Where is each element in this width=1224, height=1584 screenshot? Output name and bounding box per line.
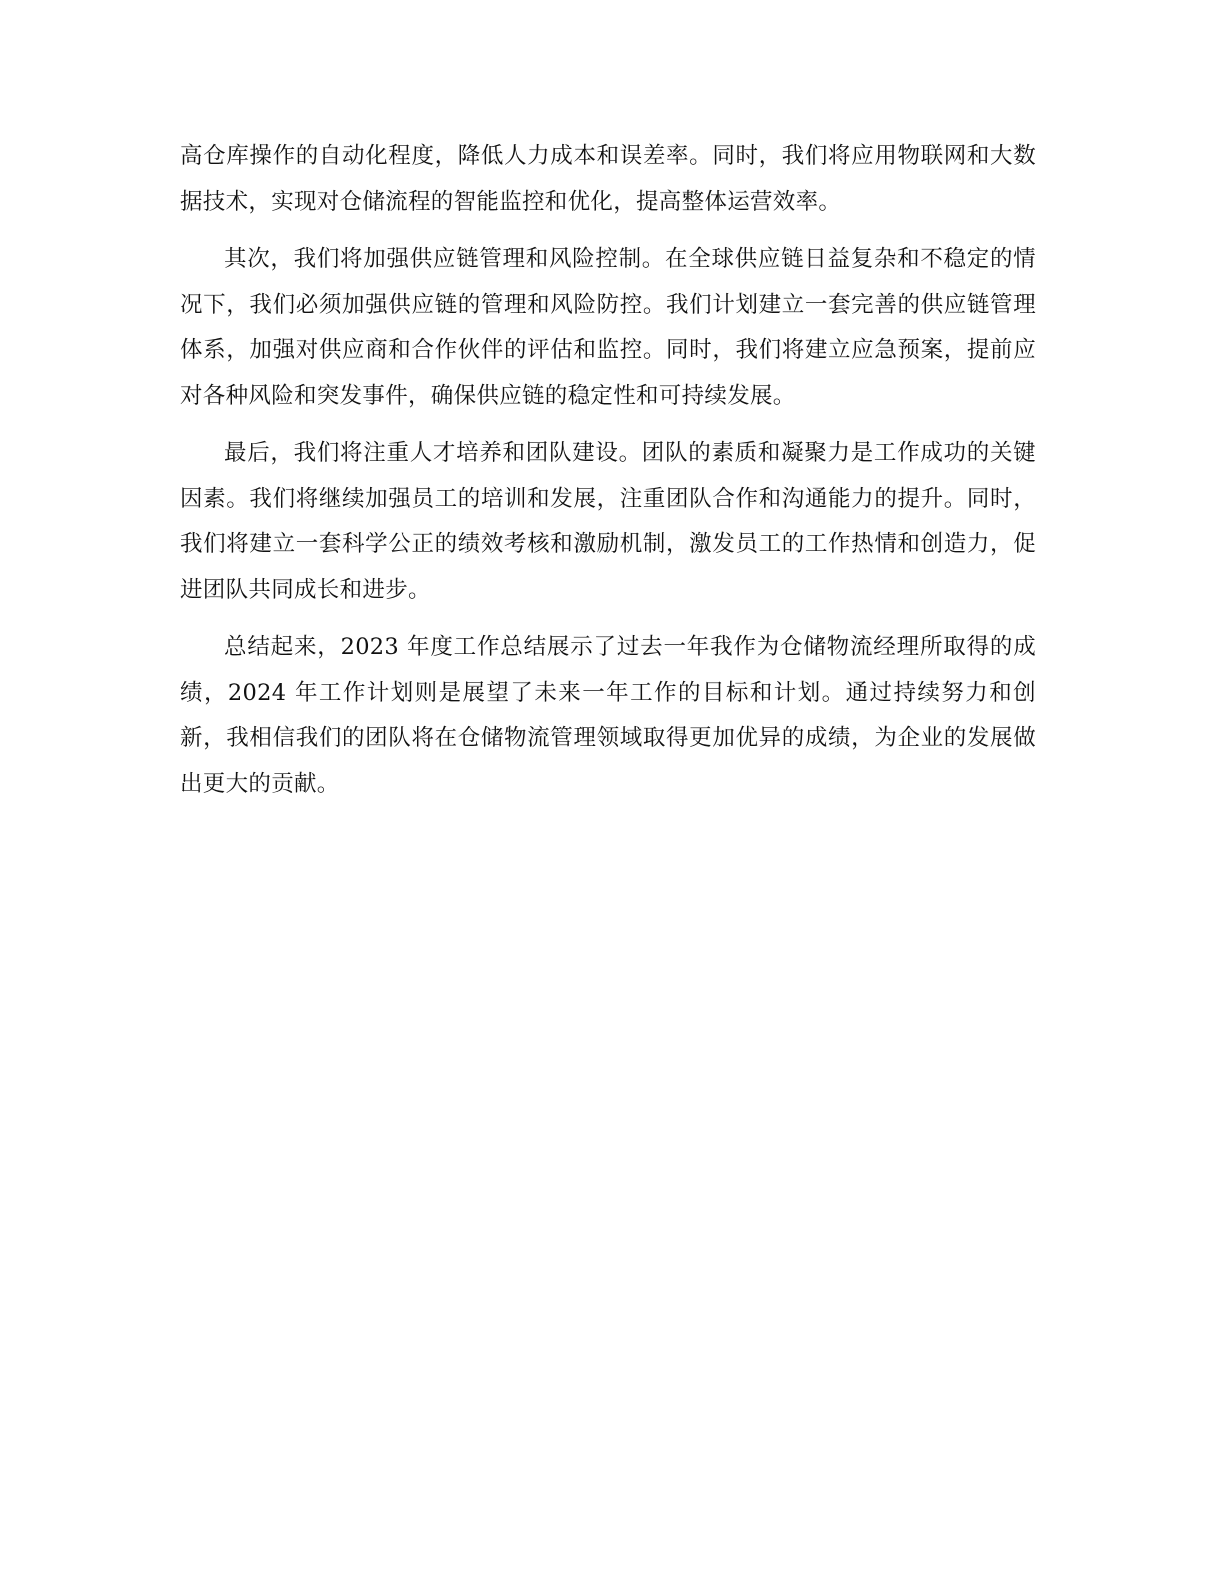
document-body bbox=[180, 134, 1036, 807]
paragraph-talent: 最后，我们将注重人才培养和团队建设。团队的素质和凝聚力是工作成功的关键因素。我们将继续加强员工的培训和发展，注重团队合作和沟通能力的提升。同时，我们将建立一套科学公正的绩效考核和激励机制，激发员工的工作热情和创造力，促进团队共同成长和进步。 bbox=[180, 440, 1036, 603]
paragraph-supply-chain: 其次，我们将加强供应链管理和风险控制。在全球供应链日益复杂和不稳定的情况下，我们必须加强供应链的管理和风险防控。我们计划建立一套完善的供应链管理体系，加强对供应商和合作伙伴的评估和监控。同时，我们将建立应急预案，提前应对各种风险和突发事件，确保供应链的稳定性和可持续发展。 bbox=[180, 246, 1036, 409]
paragraph-summary: 总结起来，2023 年度工作总结展示了过去一年我作为仓储物流经理所取得的成绩，2024 年工作计划则是展望了未来一年工作的目标和计划。通过持续努力和创新，我相信我们的团队将在仓储物流管理领域取得更加优异的成绩，为企业的发展做出更大的贡献。 bbox=[180, 634, 1036, 797]
paragraph-continuation: 高仓库操作的自动化程度，降低人力成本和误差率。同时，我们将应用物联网和大数据技术，实现对仓储流程的智能监控和优化，提高整体运营效率。 bbox=[180, 143, 1036, 215]
